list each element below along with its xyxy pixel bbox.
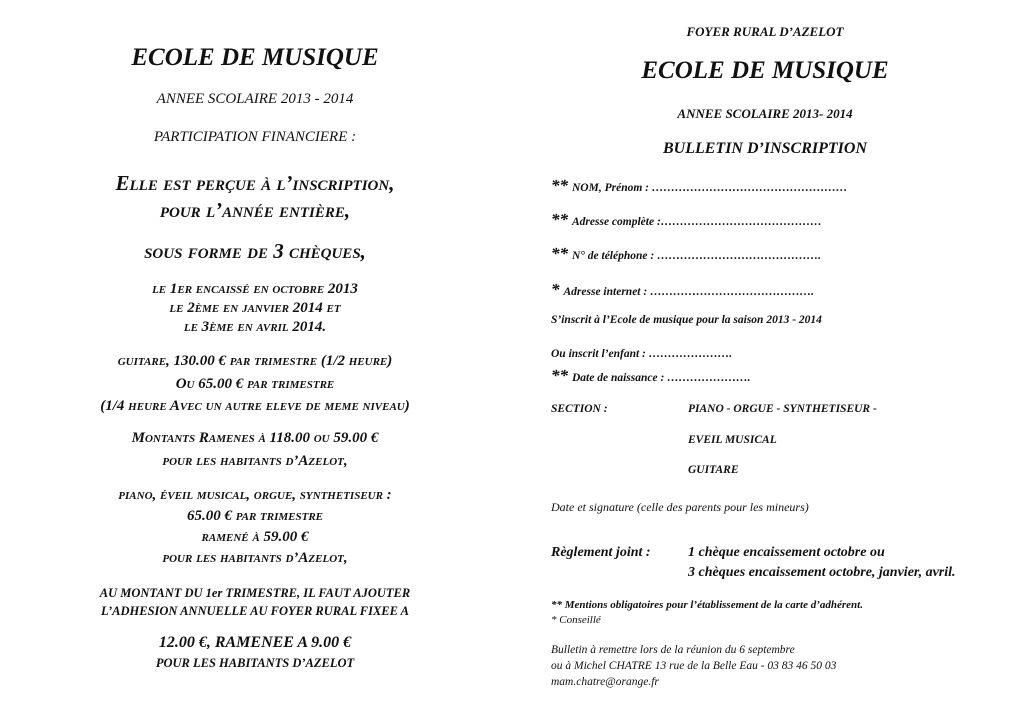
payment-label: Règlement joint : (551, 545, 651, 560)
left-reduced-1: Montants Ramenes à 118.00 ou 59.00 € (131, 430, 379, 446)
note-required: ** Mentions obligatoires pour l’établissement de la carte d’adhérent. (551, 599, 863, 611)
field-email-label: Adresse internet : ……………………………………. (563, 286, 814, 298)
left-guitar-3: (1/4 heure Avec un autre eleve de meme niveau) (100, 398, 410, 414)
left-add-2: L’ADHESION ANNUELLE AU FOYER RURAL FIXEE A (101, 604, 409, 618)
left-participation: PARTICIPATION FINANCIERE : (153, 129, 357, 145)
left-piano-2: 65.00 € par trimestre (186, 508, 324, 524)
left-piano-4: pour les habitants d’Azelot, (162, 550, 348, 566)
required-mark: ** (551, 366, 568, 385)
left-fee-1: 12.00 €, RAMENEE A 9.00 € (158, 634, 352, 651)
left-guitar-2: Ou 65.00 € par trimestre (175, 376, 335, 392)
field-birthdate-label: Date de naissance : …………………. (572, 372, 751, 384)
field-name-label: NOM, Prénom : …………………………………………… (572, 182, 848, 194)
left-piano-3: ramené à 59.00 € (201, 529, 309, 545)
field-birthdate[interactable] (551, 366, 751, 386)
section-label: SECTION : (551, 403, 608, 415)
return-info-2: ou à Michel CHATRE 13 rue de la Belle Eau - 03 83 46 50 03 (551, 660, 837, 672)
required-mark: ** (551, 176, 568, 195)
left-guitar-1: guitare, 130.00 € par trimestre (1/2 heure) (117, 353, 393, 369)
left-reduced-2: pour les habitants d’Azelot, (162, 453, 348, 469)
return-email[interactable]: mam.chatre@orange.fr (551, 676, 659, 688)
advised-mark: * (551, 280, 560, 299)
required-mark: ** (551, 244, 568, 263)
field-phone[interactable] (551, 244, 821, 264)
payment-option-1: 1 chèque encaissement octobre ou (688, 545, 885, 560)
signature-line: Date et signature (celle des parents pour les mineurs) (551, 500, 809, 514)
field-address[interactable] (551, 210, 822, 230)
field-child[interactable]: Ou inscrit l’enfant : …………………. (551, 348, 733, 360)
left-fee-2: POUR LES HABITANTS D’AZELOT (155, 656, 355, 670)
section-option-eveil[interactable]: EVEIL MUSICAL (688, 434, 777, 446)
right-form-title: BULLETIN D’INSCRIPTION (662, 140, 867, 157)
return-info-1: Bulletin à remettre lors de la réunion du 6 septembre (551, 644, 795, 656)
enrol-statement: S’inscrit à l’Ecole de musique pour la saison 2013 - 2014 (551, 314, 822, 326)
left-title: ECOLE DE MUSIQUE (131, 44, 379, 71)
left-cheque-3: le 3ème en avril 2014. (183, 319, 327, 335)
required-mark: ** (551, 210, 568, 229)
field-address-label: Adresse complète :…………………………………… (572, 216, 822, 228)
left-year: ANNEE SCOLAIRE 2013 - 2014 (156, 91, 354, 107)
left-lead-2: pour l’année entière, (159, 198, 351, 222)
field-name[interactable] (551, 176, 847, 196)
field-phone-label: N° de téléphone : ……………………………………. (572, 250, 821, 262)
section-option-piano[interactable]: PIANO - ORGUE - SYNTHETISEUR - (688, 403, 877, 415)
left-piano-1: piano, éveil musical, orgue, synthetiseur : (118, 487, 392, 503)
left-cheque-1: le 1er encaissé en octobre 2013 (152, 281, 358, 297)
section-option-guitare[interactable]: GUITARE (688, 464, 739, 476)
right-org: FOYER RURAL D’AZELOT (686, 24, 844, 39)
right-title: ECOLE DE MUSIQUE (641, 57, 889, 84)
note-advised: * Conseillé (551, 614, 601, 626)
left-cheque-2: le 2ème en janvier 2014 et (169, 300, 341, 316)
left-lead-3: sous forme de 3 chèques, (144, 239, 366, 263)
right-year: ANNEE SCOLAIRE 2013- 2014 (677, 106, 853, 121)
field-email[interactable] (551, 280, 814, 300)
left-lead-1: Elle est perçue à l’inscription, (115, 171, 395, 195)
payment-option-2: 3 chèques encaissement octobre, janvier, avril. (688, 565, 956, 580)
left-add-1: AU MONTANT DU 1er TRIMESTRE, IL FAUT AJOUTER (99, 586, 411, 600)
